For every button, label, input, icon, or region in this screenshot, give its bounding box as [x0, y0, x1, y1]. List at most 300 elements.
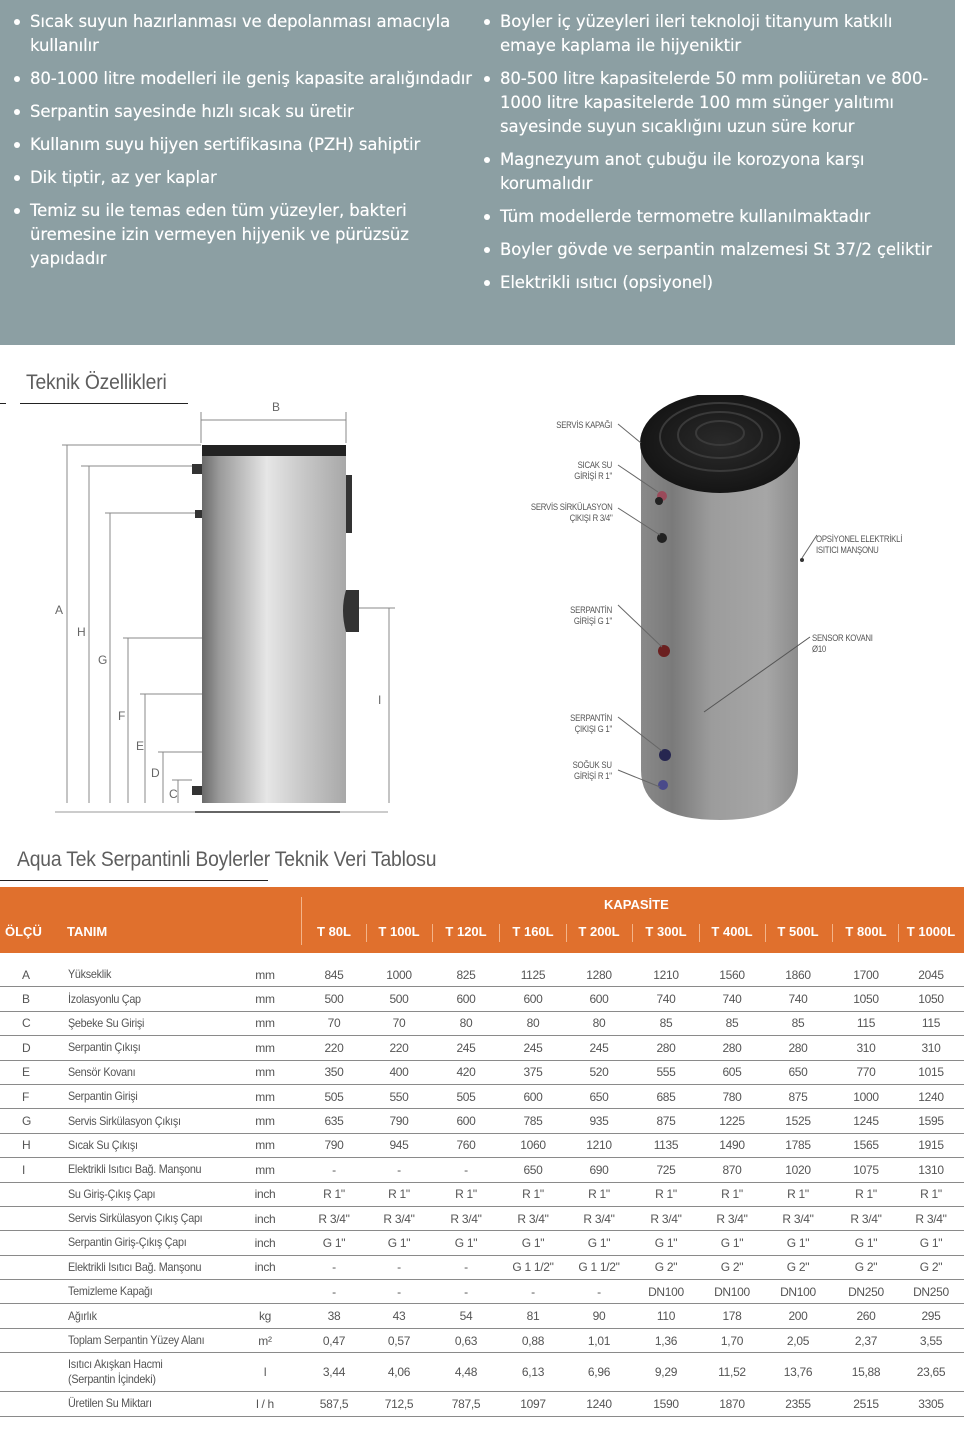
row-value: R 3/4" [650, 1211, 682, 1226]
row-value: R 1" [455, 1187, 477, 1202]
dim-label-b: B [272, 400, 281, 414]
row-value: - [332, 1162, 336, 1177]
row-value: 712,5 [384, 1396, 414, 1411]
row-value: G 1" [454, 1235, 478, 1250]
table-section-title: Aqua Tek Serpantinli Boylerler Teknik Veri Tablosu [17, 848, 437, 871]
row-value: 780 [722, 1089, 742, 1104]
row-value: G 2" [919, 1260, 943, 1275]
row-value: 1020 [785, 1162, 811, 1177]
row-value: 870 [722, 1162, 742, 1177]
row-unit: mm [255, 1162, 275, 1177]
feature-text: Tüm modellerde termometre kullanılmaktadır [500, 207, 871, 226]
dim-label-h: H [77, 625, 86, 639]
row-unit: l [263, 1365, 267, 1380]
row-value: R 1" [855, 1187, 877, 1202]
row-description: Temizleme Kapağı [68, 1284, 153, 1299]
row-value: 500 [389, 992, 409, 1007]
row-value: - [464, 1260, 468, 1275]
row-unit: mm [255, 1040, 275, 1055]
dimension-diagram [0, 395, 420, 815]
dim-label-f: F [118, 709, 126, 723]
features-right-column [482, 10, 950, 304]
row-value: R 3/4" [782, 1211, 814, 1226]
row-value: R 3/4" [517, 1211, 549, 1226]
row-value: 38 [327, 1309, 341, 1324]
header-model-divider [499, 924, 500, 942]
row-value: 1097 [520, 1396, 546, 1411]
row-value: 2045 [918, 967, 944, 982]
bullet-icon [484, 247, 490, 253]
row-value: 220 [389, 1040, 409, 1055]
row-unit: mm [255, 1016, 275, 1031]
row-value: 1595 [918, 1114, 944, 1129]
table-row [0, 1183, 964, 1207]
bullet-icon [484, 214, 490, 220]
row-value: 1060 [520, 1138, 546, 1153]
row-value: G 1" [854, 1235, 878, 1250]
bullet-icon [14, 19, 20, 25]
tank-3d-body [641, 450, 798, 820]
row-value: R 3/4" [318, 1211, 350, 1226]
row-value: G 1" [720, 1235, 744, 1250]
row-value: R 1" [721, 1187, 743, 1202]
row-value: - [531, 1284, 535, 1299]
row-value: 935 [589, 1114, 609, 1129]
row-value: R 1" [522, 1187, 544, 1202]
feature-text: Sıcak suyun hazırlanması ve depolanması amacıyla kullanılır [30, 12, 451, 55]
row-value: G 1" [587, 1235, 611, 1250]
row-value: 1210 [653, 967, 679, 982]
header-model-divider [366, 924, 367, 942]
row-value: 2355 [785, 1396, 811, 1411]
row-value: - [397, 1284, 401, 1299]
bullet-icon [14, 208, 20, 214]
feature-text: Magnezyum anot çubuğu ile korozyona karşı korumalıdır [500, 150, 865, 193]
row-value: 650 [589, 1089, 609, 1104]
row-value: - [464, 1284, 468, 1299]
row-unit: inch [254, 1211, 276, 1226]
feature-text: Temiz su ile temas eden tüm yüzeyler, bakteri üremesine izin vermeyen hijyenik ve pürüzsüz yapıdadır [30, 201, 409, 268]
row-unit: inch [254, 1260, 276, 1275]
row-value: 650 [523, 1162, 543, 1177]
feature-item [12, 100, 472, 124]
row-unit: inch [254, 1187, 276, 1202]
feature-item [12, 199, 472, 271]
callout-opsiyonel-isitici: OPSİYONEL ELEKTRİKLİ ISITICI MANŞONU [816, 534, 903, 556]
row-unit: mm [255, 1138, 275, 1153]
row-code: I [22, 1162, 26, 1177]
row-description: Şebeke Su Girişi [68, 1015, 145, 1030]
table-row [0, 1036, 964, 1060]
bullet-icon [14, 76, 20, 82]
row-value: 6,13 [521, 1365, 545, 1380]
row-description: Elektrikli Isıtıcı Bağ. Manşonu [68, 1259, 202, 1274]
row-value: 1015 [918, 1065, 944, 1080]
row-value: R 3/4" [450, 1211, 482, 1226]
feature-item [482, 238, 950, 262]
row-value: G 2" [786, 1260, 810, 1275]
tech-section-title: Teknik Özellikleri [26, 371, 167, 394]
feature-text: Serpantin sayesinde hızlı sıcak su üretir [30, 102, 354, 121]
row-value: 1870 [719, 1396, 745, 1411]
row-code [22, 1353, 42, 1391]
row-value: 4,06 [387, 1365, 411, 1380]
row-value: 1210 [586, 1138, 612, 1153]
row-description: Su Giriş-Çıkış Çapı [68, 1186, 156, 1201]
feature-item [12, 166, 472, 190]
row-value: 1000 [853, 1089, 879, 1104]
callout-serpantin-girisi: SERPANTİN GİRİŞİ G 1" [570, 605, 612, 627]
row-description [68, 1353, 239, 1391]
header-model: T 100L [378, 924, 420, 939]
table-row [0, 1207, 964, 1231]
row-value: 80 [526, 1016, 540, 1031]
row-value: 1700 [853, 967, 879, 982]
row-value: 220 [324, 1040, 344, 1055]
row-value: 1050 [918, 992, 944, 1007]
row-value: G 2" [720, 1260, 744, 1275]
row-value: 760 [456, 1138, 476, 1153]
row-value: DN100 [714, 1284, 750, 1299]
row-value: 81 [526, 1309, 540, 1324]
row-value: 350 [324, 1065, 344, 1080]
row-code: D [22, 1040, 31, 1055]
row-description: Elektrikli Isıtıcı Bağ. Manşonu [68, 1162, 202, 1177]
row-code [22, 1304, 42, 1327]
row-value: - [332, 1284, 336, 1299]
row-value: 1,01 [587, 1333, 611, 1348]
feature-text: Dik tiptir, az yer kaplar [30, 168, 217, 187]
header-olcu: ÖLÇÜ [5, 924, 42, 939]
row-value: 600 [456, 992, 476, 1007]
row-value: 1125 [520, 967, 546, 982]
row-value: 80 [592, 1016, 606, 1031]
technical-data-table [0, 887, 964, 1417]
row-value: 400 [389, 1065, 409, 1080]
boiler-3d-diagram [500, 395, 964, 825]
row-value: 115 [856, 1016, 876, 1031]
row-value: 1225 [719, 1114, 745, 1129]
header-model-divider [898, 924, 899, 942]
row-unit: m² [258, 1333, 272, 1348]
row-value: 375 [523, 1065, 543, 1080]
row-description: Toplam Serpantin Yüzey Alanı [68, 1333, 205, 1348]
row-value: G 1" [786, 1235, 810, 1250]
row-value: 1590 [653, 1396, 679, 1411]
header-model: T 400L [711, 924, 753, 939]
row-description: Sensör Kovanı [68, 1064, 136, 1079]
row-value: 1565 [853, 1138, 879, 1153]
header-tanim: TANIM [67, 924, 108, 939]
row-value: 3,44 [322, 1365, 346, 1380]
row-value: 555 [656, 1065, 676, 1080]
header-model: T 160L [512, 924, 554, 939]
tank-top-cap [202, 445, 346, 456]
row-value: 0,63 [454, 1333, 478, 1348]
row-code: B [22, 992, 30, 1007]
row-value: 1245 [853, 1114, 879, 1129]
row-value: G 1 1/2" [578, 1260, 620, 1275]
dim-label-e: E [136, 739, 145, 753]
row-value: 85 [659, 1016, 673, 1031]
row-value: 1075 [853, 1162, 879, 1177]
row-value: 1000 [386, 967, 412, 982]
row-value: 2,37 [854, 1333, 878, 1348]
row-value: 600 [589, 992, 609, 1007]
row-value: 280 [656, 1040, 676, 1055]
row-code [22, 1280, 42, 1303]
row-value: R 1" [388, 1187, 410, 1202]
row-value: 54 [459, 1309, 473, 1324]
row-description: Sıcak Su Çıkışı [68, 1137, 138, 1152]
row-value: 725 [656, 1162, 676, 1177]
table-row [0, 963, 964, 987]
row-value: 245 [523, 1040, 543, 1055]
row-value: 1,70 [720, 1333, 744, 1348]
dim-label-d: D [151, 766, 160, 780]
row-value: G 1" [919, 1235, 943, 1250]
row-value: 685 [656, 1089, 676, 1104]
row-value: 43 [392, 1309, 406, 1324]
row-code [22, 1329, 42, 1352]
row-value: G 1 1/2" [512, 1260, 554, 1275]
table-body [0, 963, 964, 1417]
feature-text: Boyler gövde ve serpantin malzemesi St 37/2 çeliktir [500, 240, 932, 259]
row-value: 260 [856, 1309, 876, 1324]
row-value: 875 [788, 1089, 808, 1104]
row-value: 505 [456, 1089, 476, 1104]
row-value: 280 [722, 1040, 742, 1055]
row-value: 245 [589, 1040, 609, 1055]
row-value: 600 [523, 992, 543, 1007]
table-row [0, 1231, 964, 1255]
dim-label-c: C [169, 787, 178, 801]
row-value: 600 [456, 1114, 476, 1129]
row-value: R 1" [323, 1187, 345, 1202]
row-value: 790 [389, 1114, 409, 1129]
row-value: DN100 [648, 1284, 684, 1299]
row-value: DN250 [913, 1284, 949, 1299]
table-row [0, 1329, 964, 1353]
row-value: 690 [589, 1162, 609, 1177]
row-value: DN250 [848, 1284, 884, 1299]
header-model: T 500L [777, 924, 819, 939]
callout-sensor-kovani: SENSOR KOVANI Ø10 [812, 633, 873, 655]
row-value: 15,88 [851, 1365, 881, 1380]
feature-item [12, 133, 472, 157]
row-value: 787,5 [451, 1396, 481, 1411]
bullet-icon [484, 76, 490, 82]
row-value: 1860 [785, 967, 811, 982]
row-value: R 1" [655, 1187, 677, 1202]
row-value: G 1" [322, 1235, 346, 1250]
row-value: 740 [656, 992, 676, 1007]
table-row [0, 1109, 964, 1133]
row-value: 945 [389, 1138, 409, 1153]
table-row [0, 1134, 964, 1158]
header-model-divider [632, 924, 633, 942]
row-unit: l / h [256, 1396, 274, 1411]
feature-text: 80-500 litre kapasitelerde 50 mm poliüretan ve 800-1000 litre kapasitelerde 100 mm sünger yalıtımı sayesinde suyun sıcaklığını uzun süre korur [500, 69, 929, 136]
row-value: 587,5 [319, 1396, 349, 1411]
row-value: 23,65 [916, 1365, 946, 1380]
row-value: - [597, 1284, 601, 1299]
row-value: 650 [788, 1065, 808, 1080]
row-description: Üretilen Su Miktarı [68, 1396, 152, 1411]
header-model-divider [699, 924, 700, 942]
features-panel [0, 0, 955, 345]
row-code: F [22, 1089, 30, 1104]
row-value: 310 [921, 1040, 941, 1055]
row-value: 3,55 [919, 1333, 943, 1348]
row-value: 0,57 [387, 1333, 411, 1348]
bullet-icon [484, 157, 490, 163]
row-value: 2,05 [786, 1333, 810, 1348]
row-value: 1915 [918, 1138, 944, 1153]
row-value: 85 [791, 1016, 805, 1031]
bullet-icon [14, 175, 20, 181]
features-left-column [12, 10, 472, 280]
row-unit: inch [254, 1235, 276, 1250]
row-value: 110 [656, 1309, 676, 1324]
row-description-line1: Isıtıcı Akışkan Hacmi [68, 1357, 163, 1372]
row-value: 280 [788, 1040, 808, 1055]
row-value: 1525 [785, 1114, 811, 1129]
row-value: - [397, 1162, 401, 1177]
row-value: 0,47 [322, 1333, 346, 1348]
table-row [0, 1158, 964, 1182]
callout-servis-kapagi: SERVİS KAPAĞI [556, 420, 612, 431]
feature-item [482, 205, 950, 229]
row-value: 420 [456, 1065, 476, 1080]
row-value: R 1" [920, 1187, 942, 1202]
row-value: 550 [389, 1089, 409, 1104]
feature-text: 80-1000 litre modelleri ile geniş kapasite aralığındadır [30, 69, 472, 88]
tank-body [202, 445, 346, 803]
table-row [0, 1392, 964, 1416]
row-value: 845 [324, 967, 344, 982]
row-value: 6,96 [587, 1365, 611, 1380]
row-value: 80 [459, 1016, 473, 1031]
dim-label-g: G [98, 653, 108, 667]
row-value: 4,48 [454, 1365, 478, 1380]
row-value: 310 [856, 1040, 876, 1055]
feature-item [12, 10, 472, 58]
table-row [0, 1353, 964, 1392]
row-value: 790 [324, 1138, 344, 1153]
header-model-divider [432, 924, 433, 942]
row-unit: mm [255, 1114, 275, 1129]
row-value: 1050 [853, 992, 879, 1007]
feature-item [482, 10, 950, 58]
dim-label-i: I [378, 693, 382, 707]
row-value: 178 [722, 1309, 742, 1324]
table-row [0, 1304, 964, 1328]
row-description: Serpantin Giriş-Çıkış Çapı [68, 1235, 187, 1250]
table-row [0, 1061, 964, 1085]
row-code [22, 1392, 42, 1415]
table-row [0, 987, 964, 1011]
row-value: - [397, 1260, 401, 1275]
row-unit: mm [255, 1065, 275, 1080]
row-value: 70 [327, 1016, 341, 1031]
row-value: 605 [722, 1065, 742, 1080]
bullet-icon [484, 19, 490, 25]
row-value: 1,36 [654, 1333, 678, 1348]
dim-label-a: A [55, 603, 64, 617]
row-value: 200 [788, 1309, 808, 1324]
header-model: T 1000L [906, 924, 956, 939]
row-value: R 3/4" [716, 1211, 748, 1226]
row-unit [245, 1280, 285, 1303]
header-kapasite: KAPASİTE [604, 897, 669, 912]
header-model: T 800L [845, 924, 887, 939]
row-value: 785 [523, 1114, 543, 1129]
row-value: 635 [324, 1114, 344, 1129]
row-value: 70 [392, 1016, 406, 1031]
table-header [0, 887, 964, 953]
row-code [22, 1231, 42, 1254]
row-value: - [464, 1162, 468, 1177]
row-code: C [22, 1016, 31, 1031]
header-model-divider [832, 924, 833, 942]
row-value: 1560 [719, 967, 745, 982]
feature-text: Kullanım suyu hijyen sertifikasına (PZH) sahiptir [30, 135, 421, 154]
row-value: 85 [725, 1016, 739, 1031]
row-value: G 1" [654, 1235, 678, 1250]
row-unit: mm [255, 1089, 275, 1104]
header-divider [301, 897, 302, 945]
row-unit: mm [255, 992, 275, 1007]
row-description: Yükseklik [68, 967, 112, 982]
callout-soguk-su: SOĞUK SU GİRİŞİ R 1" [572, 760, 612, 782]
feature-item [482, 67, 950, 139]
row-value: 825 [456, 967, 476, 982]
row-value: 9,29 [654, 1365, 678, 1380]
row-value: 11,52 [718, 1365, 746, 1380]
row-value: G 1" [521, 1235, 545, 1250]
row-value: 600 [523, 1089, 543, 1104]
row-value: G 2" [654, 1260, 678, 1275]
row-description: Serpantin Çıkışı [68, 1040, 141, 1055]
callout-sicak-su: SICAK SU GİRİŞİ R 1" [574, 460, 612, 482]
table-row [0, 1280, 964, 1304]
row-value: 2515 [853, 1396, 879, 1411]
row-value: 0,88 [521, 1333, 545, 1348]
row-value: 115 [921, 1016, 941, 1031]
feature-item [482, 148, 950, 196]
row-value: R 3/4" [915, 1211, 947, 1226]
header-model: T 80L [317, 924, 351, 939]
row-unit: mm [255, 967, 275, 982]
row-value: 245 [456, 1040, 476, 1055]
feature-text: Elektrikli ısıtıcı (opsiyonel) [500, 273, 713, 292]
row-description: Servis Sirkülasyon Çıkış Çapı [68, 1211, 203, 1226]
row-value: 1490 [719, 1138, 745, 1153]
row-value: R 1" [588, 1187, 610, 1202]
row-description: Ağırlık [68, 1308, 97, 1323]
row-value: 90 [592, 1309, 606, 1324]
row-value: R 3/4" [850, 1211, 882, 1226]
row-value: 770 [856, 1065, 876, 1080]
row-value: 1280 [586, 967, 612, 982]
feature-text: Boyler iç yüzeyleri ileri teknoloji titanyum katkılı emaye kaplama ile hijyeniktir [500, 12, 893, 55]
header-model: T 120L [445, 924, 487, 939]
row-value: G 2" [854, 1260, 878, 1275]
row-code [22, 1207, 42, 1230]
row-code: E [22, 1065, 30, 1080]
row-value: 520 [589, 1065, 609, 1080]
